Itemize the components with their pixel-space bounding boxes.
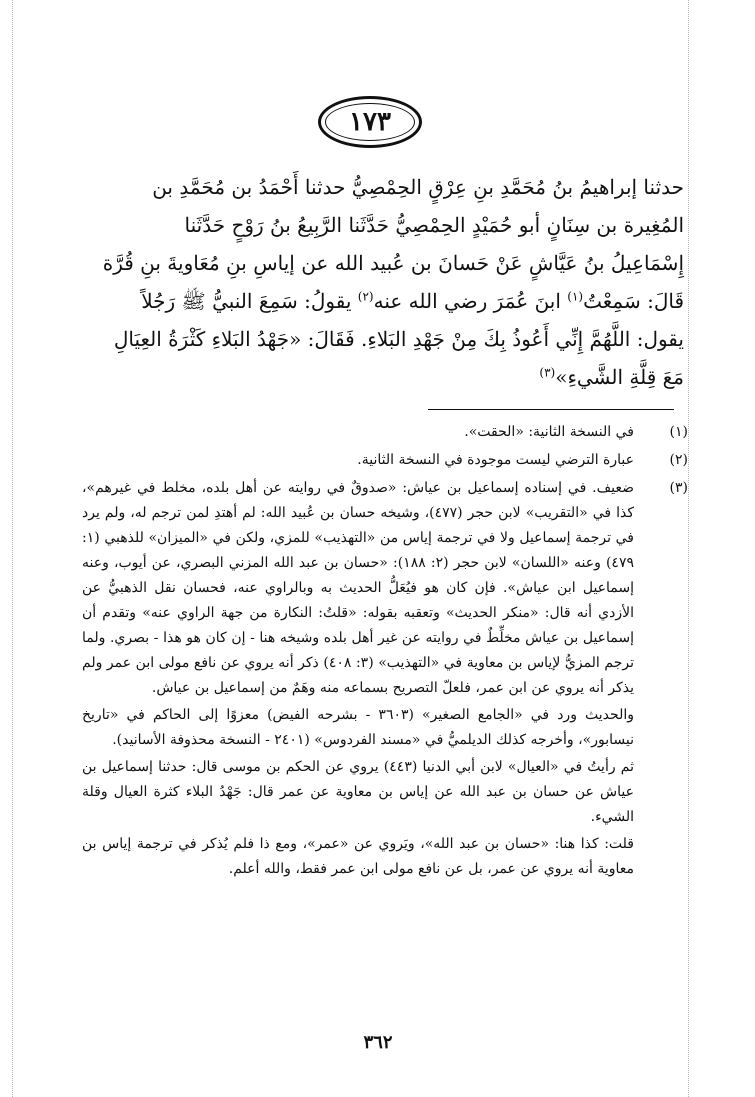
footnote-ref-3[interactable]: (٣)	[539, 365, 556, 380]
footnote-ref-1[interactable]: (١)	[567, 289, 584, 304]
hadith-line: يقول: اللَّهُمَّ إِنِّي أَعُوذُ بِكَ مِنْ جَهْدِ البَلاءِ. فَقَالَ: «جَهْدُ البَلاءِ كَثْرَةُ العِيَالِ	[113, 327, 684, 351]
footnote-2	[82, 448, 688, 475]
footnote-number: (٢)	[669, 452, 688, 468]
hadith-line: مَعَ قِلَّةِ الشَّيءِ»$^{(٣)}$	[539, 365, 684, 389]
footnote-paragraph: ثم رأيتُ في «العيال» لابن أبي الدنيا (٤٤٣) يروي عن الحكم بن موسى قال: حدثنا إسماعيل بن عياش عن حسان بن عبد الله عن إياس بن معاوية عن عمر قال: جَهْدُ البلاء كثرة العيال وقلة الشيء.	[82, 759, 634, 825]
footnote-paragraph: في النسخة الثانية: «الحقت».	[464, 424, 634, 440]
hadith-number: ١٧٣	[349, 107, 391, 137]
footnote-1	[82, 420, 688, 447]
footnote-body	[82, 448, 634, 475]
hadith-text	[84, 168, 684, 396]
footnote-body	[82, 420, 634, 447]
page-number: ٣٦٢	[363, 1032, 393, 1053]
footnote-paragraph: ضعيف. في إسناده إسماعيل بن عياش: «صدوقٌ في روايته عن أهل بلده، مخلط في غيرهم»، كذا في «التقريب» لابن حجر (٤٧٧)، وشيخه حسان بن عُبيد الله: لم أهتدِ لمن ترجم له، ولم يرد في ترجمة إسماعيل ولا في ترجمة إياس من «التهذيب» للمزي، ولكن في «الميزان» للذهبي (١: ٤٧٩) وعنه «اللسان» لابن حجر (٢: ١٨٨): «حسان بن عبد الله المزني البصري، عن أيوب، وعنه إسماعيل ابن عياش». فإن كان هو فيُعَلُّ الحديث به وبالراوي عنه، فحسان نقل الذهبيُّ عن الأزدي أنه قال: «منكر الحديث» وتعقبه بقوله: «قلتُ: النكارة من جهة الراوي عنه» وتقدم أن إسماعيل بن عياش مخلِّطٌ في روايته عن غير أهل بلده وشيخه هنا - إن كان هو هذا - بصري. ولما ترجم المزيُّ لإياس بن معاوية في «التهذيب» (٣: ٤٠٨) ذكر أنه يروي عن نافع مولى ابن عمر ولم يذكر أنه يروي عن ابن عمر، فلعلّ التصريح بسماعه منه وهَمٌ من إسماعيل بن عياش.	[82, 480, 634, 696]
hadith-line: المُغِيرة بن سِنَانٍ أبو حُمَيْدٍ الحِمْصِيُّ حَدَّثَنا الرَّبِيعُ بنُ رَوْحٍ حَدَّثَنا	[184, 213, 684, 237]
footnote-number: (١)	[669, 424, 688, 440]
hadith-number-badge	[318, 96, 422, 148]
hadith-line: إِسْمَاعِيلُ بنُ عَيَّاشٍ عَنْ حَسانَ بن عُبيد الله عن إياسِ بنِ مُعَاويةَ بنِ قُرَّة	[102, 251, 684, 275]
footnote-3	[82, 476, 688, 884]
footnote-divider	[428, 409, 674, 410]
footnote-paragraph: والحديث ورد في «الجامع الصغير» (٣٦٠٣ - بشرحه الفيض) معزوًا إلى الحاكم في «تاريخ نيسابور»، وأخرجه كذلك الديلميُّ في «مسند الفردوس» (٢٤٠١ - النسخة محذوفة الأسانيد).	[82, 707, 634, 748]
footnote-body	[82, 476, 634, 884]
hadith-line: حدثنا إبراهيمُ بنُ مُحَمَّدِ بنِ عِرْقٍ الحِمْصِيُّ حدثنا أَحْمَدُ بن مُحَمَّدِ بن	[152, 175, 684, 199]
footnote-ref-2[interactable]: (٢)	[357, 289, 374, 304]
footnote-paragraph: قلت: كذا هنا: «حسان بن عبد الله»، ويَروي عن «عمر»، ومع ذا فلم يُذكر في ترجمة إياس بن معاوية أنه يروي عن عمر، بل عن نافع مولى ابن عمر فقط، والله أعلم.	[82, 836, 634, 877]
footnote-paragraph: عبارة الترضي ليست موجودة في النسخة الثانية.	[357, 452, 634, 468]
footnotes-section	[82, 420, 688, 885]
footnote-number: (٣)	[669, 480, 688, 496]
hadith-line: قَالَ: سَمِعْتُ$^{(١)}$ ابنَ عُمَرَ رضي الله عنه$^{(٢)}$ يقولُ: سَمِعَ النبيُّ ﷺ رَجُلاً	[141, 289, 684, 313]
